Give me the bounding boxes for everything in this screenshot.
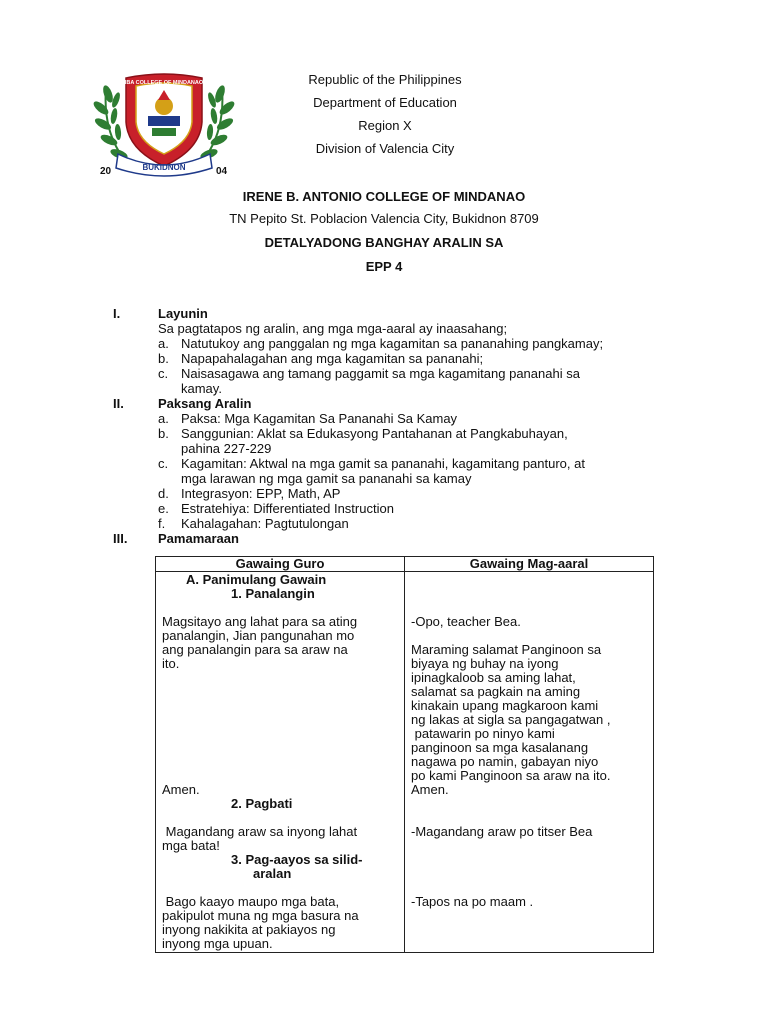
student-prayer: biyaya ng buhay na iyong [411, 656, 559, 671]
arrange-instruction: pakipulot muna ng mga basura na [162, 908, 359, 923]
objective-letter: b. [158, 351, 169, 366]
guro-cell [156, 572, 405, 953]
republic-line: Republic of the Philippines [308, 72, 462, 87]
student-prayer: panginoon sa mga kasalanang [411, 740, 589, 755]
logo-year-right: 04 [216, 166, 228, 177]
teacher-amen: Amen. [162, 782, 200, 797]
section-2-title: Paksang Aralin [158, 396, 252, 411]
topic-letter: d. [158, 486, 169, 501]
topic-text: Paksa: Mga Kagamitan Sa Pananahi Sa Kamay [181, 411, 458, 426]
step-3-title-cont: aralan [253, 866, 292, 881]
school-logo [88, 70, 240, 182]
arrange-instruction: Bago kaayo maupo mga bata, [162, 894, 340, 909]
document-subject: EPP 4 [365, 259, 403, 274]
topic-text: Integrasyon: EPP, Math, AP [181, 486, 341, 501]
school-address: TN Pepito St. Poblacion Valencia City, Bukidnon 8709 [229, 211, 539, 226]
lesson-procedure-table [155, 556, 654, 953]
prayer-instruction: ang panalangin para sa araw na [162, 642, 348, 657]
topic-letter: b. [158, 426, 169, 441]
student-prayer: patawarin po ninyo kami [411, 726, 555, 741]
arrange-instruction: inyong nakikita at pakiayos ng [162, 922, 336, 937]
topic-text-cont: pahina 227-229 [181, 441, 272, 456]
document-title: DETALYADONG BANGHAY ARALIN SA [264, 235, 504, 250]
student-reply-3: -Tapos na po maam . [411, 894, 534, 909]
section-1-title: Layunin [158, 306, 208, 321]
topic-text-cont: mga larawan ng mga gamit sa pananahi sa kamay [181, 471, 472, 486]
objective-text: Napapahalagahan ang mga kagamitan sa pananahi; [181, 351, 484, 366]
section-2-number: II. [113, 396, 124, 411]
topic-text: Sanggunian: Aklat sa Edukasyong Pantahanan at Pangkabuhayan, [181, 426, 568, 441]
column-header-magaaral: Gawaing Mag-aaral [405, 557, 654, 572]
topic-text: Estratehiya: Differentiated Instruction [181, 501, 394, 516]
objective-text: Natutukoy ang panggalan ng mga kagamitan sa pananahing pangkamay; [181, 336, 604, 351]
prayer-instruction: ito. [162, 656, 180, 671]
column-header-guro: Gawaing Guro [156, 557, 405, 572]
step-1-title: 1. Panalangin [231, 586, 315, 601]
step-2-title: 2. Pagbati [231, 796, 293, 811]
topic-letter: a. [158, 411, 169, 426]
logo-year-left: 20 [100, 166, 112, 177]
greeting-text: Magandang araw sa inyong lahat [162, 824, 358, 839]
prayer-instruction: Magsitayo ang lahat para sa ating [162, 614, 358, 629]
topic-text: Kagamitan: Aktwal na mga gamit sa pananahi, kagamitang panturo, at [181, 456, 585, 471]
student-prayer: nagawa po namin, gabayan niyo [411, 754, 599, 769]
greeting-text: mga bata! [162, 838, 220, 853]
magaaral-cell [405, 572, 654, 953]
objective-text-cont: kamay. [181, 381, 222, 396]
student-prayer: Amen. [411, 782, 449, 797]
student-prayer: Maraming salamat Panginoon sa [411, 642, 602, 657]
topic-text: Kahalagahan: Pagtutulongan [181, 516, 349, 531]
prayer-instruction: panalangin, Jian pangunahan mo [162, 628, 355, 643]
objective-letter: a. [158, 336, 169, 351]
arrange-instruction: inyong mga upuan. [162, 936, 273, 951]
student-prayer: ipinagkaloob sa aming lahat, [411, 670, 576, 685]
student-reply-1: -Opo, teacher Bea. [411, 614, 521, 629]
objective-letter: c. [158, 366, 169, 381]
division-line: Division of Valencia City [315, 141, 455, 156]
logo-ribbon-text: IBA COLLEGE OF MINDANAO [124, 80, 204, 86]
section-1-number: I. [113, 306, 121, 321]
part-a-title: A. Panimulang Gawain [186, 572, 327, 587]
topic-letter: e. [158, 501, 169, 516]
student-prayer: kinakain upang magkaroon kami [411, 698, 599, 713]
topic-letter: f. [158, 516, 166, 531]
student-prayer: po kami Panginoon sa araw na ito. [411, 768, 611, 783]
department-line: Department of Education [313, 95, 457, 110]
school-name: IRENE B. ANTONIO COLLEGE OF MINDANAO [242, 189, 526, 204]
student-prayer: ng lakas at sigla sa pangagatwan , [411, 712, 611, 727]
logo-banner-text: BUKIDNON [142, 163, 186, 172]
section-3-title: Pamamaraan [158, 531, 239, 546]
objective-text: Naisasagawa ang tamang paggamit sa mga kagamitang pananahi sa [181, 366, 580, 381]
student-prayer: salamat sa pagkain na aming [411, 684, 581, 699]
section-3-number: III. [113, 531, 128, 546]
topic-letter: c. [158, 456, 169, 471]
section-1-intro: Sa pagtatapos ng aralin, ang mga mga-aaral ay inaasahang; [158, 321, 508, 336]
header-block [240, 72, 530, 162]
region-line: Region X [358, 118, 412, 133]
student-reply-2: -Magandang araw po titser Bea [411, 824, 593, 839]
step-3-title: 3. Pag-aayos sa silid- [231, 852, 363, 867]
